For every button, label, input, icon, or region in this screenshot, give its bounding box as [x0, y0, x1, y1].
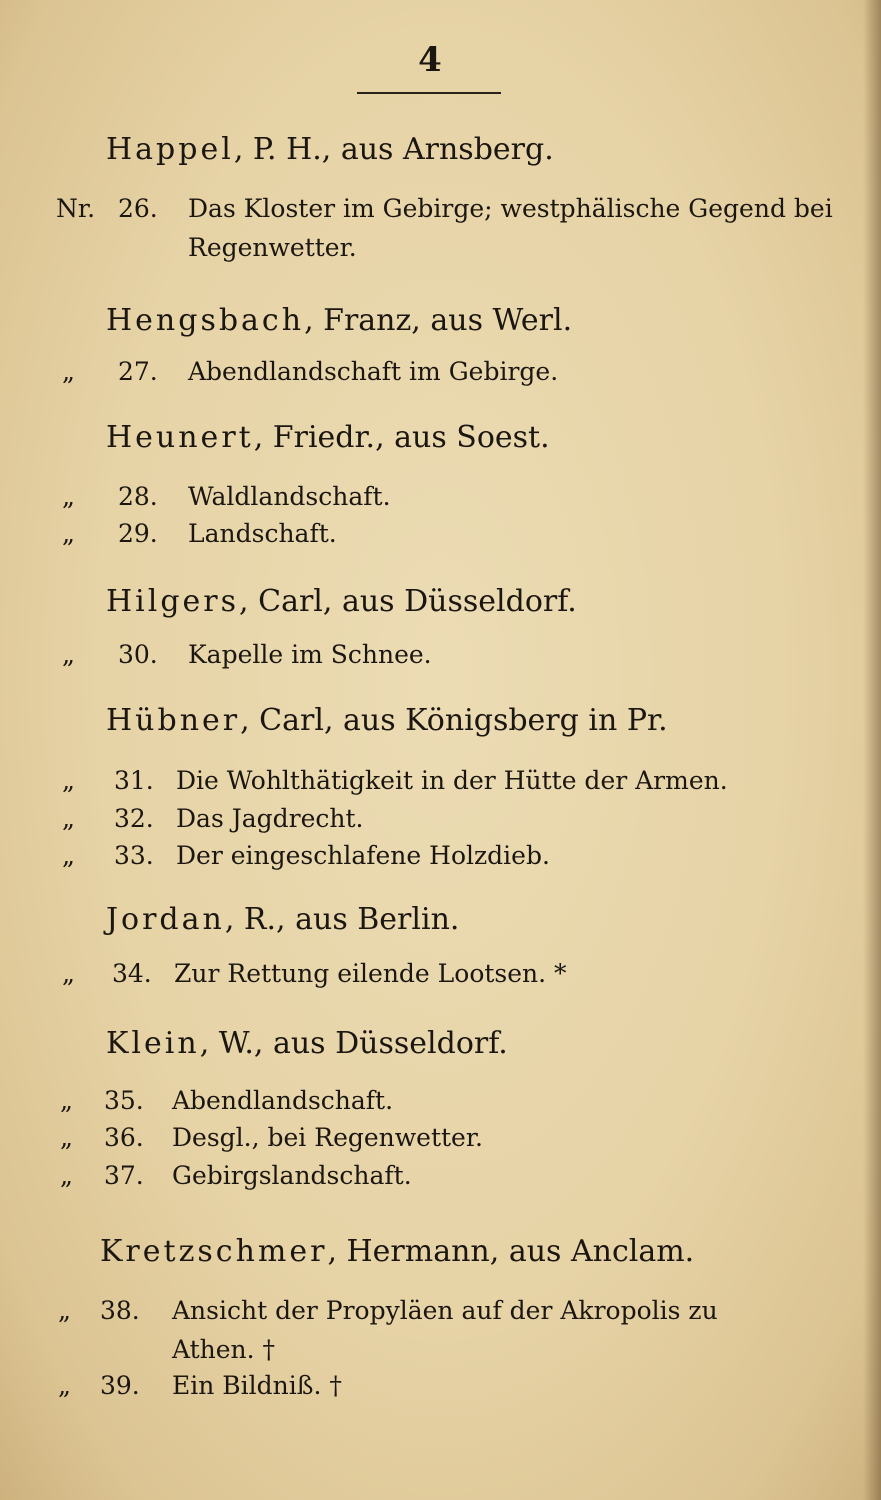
entry-title-continuation: Athen. † [172, 1335, 276, 1364]
artist-heading [106, 1026, 508, 1062]
entry-number: 30. [118, 640, 158, 669]
entry-ditto: „ [58, 1371, 71, 1400]
artist-heading [106, 584, 577, 620]
artist-surname: Hübner [106, 703, 241, 738]
entry-ditto: „ [62, 357, 75, 386]
entry-title: Zur Rettung eilende Lootsen. * [174, 959, 567, 988]
artist-heading [106, 420, 550, 456]
entry-number: 33. [114, 841, 154, 870]
entry-ditto: „ [60, 1161, 73, 1190]
entry-ditto: „ [62, 640, 75, 669]
artist-details: , R., aus Berlin. [224, 902, 460, 937]
artist-heading [106, 703, 668, 739]
entry-number: 39. [100, 1371, 140, 1400]
entry-number: 29. [118, 519, 158, 548]
entry-title: Abendlandschaft im Gebirge. [188, 357, 559, 386]
entry-title: Waldlandschaft. [188, 482, 391, 511]
artist-surname: Hilgers [106, 584, 240, 619]
artist-surname: Hengsbach [106, 303, 305, 338]
entry-ditto: „ [62, 482, 75, 511]
artist-heading [106, 132, 554, 168]
entry-title: Ein Bildniß. † [172, 1371, 342, 1400]
entry-ditto: „ [62, 766, 75, 795]
entry-number: 38. [100, 1296, 140, 1325]
artist-surname: Klein [106, 1026, 200, 1061]
entry-title: Gebirgslandschaft. [172, 1161, 412, 1190]
entry-title: Die Wohlthätigkeit in der Hütte der Armen. [176, 766, 728, 795]
entry-number: 35. [104, 1086, 144, 1115]
artist-details: , Hermann, aus Anclam. [327, 1234, 695, 1269]
entry-ditto: „ [62, 959, 75, 988]
entry-title: Das Jagdrecht. [176, 804, 364, 833]
entry-ditto: „ [60, 1123, 73, 1152]
artist-surname: Happel [106, 132, 234, 167]
page-edge-shadow [863, 0, 881, 1500]
entry-title: Der eingeschlafene Holzdieb. [176, 841, 550, 870]
header-rule [357, 92, 501, 94]
entry-title: Desgl., bei Regenwetter. [172, 1123, 483, 1152]
artist-details: , Friedr., aus Soest. [253, 420, 550, 455]
entry-number: 37. [104, 1161, 144, 1190]
entry-ditto: „ [60, 1086, 73, 1115]
entry-ditto: „ [62, 804, 75, 833]
entry-number: 36. [104, 1123, 144, 1152]
entry-title: Kapelle im Schnee. [188, 640, 432, 669]
entry-ditto: „ [62, 519, 75, 548]
entry-ditto: „ [58, 1296, 71, 1325]
entry-number: 31. [114, 766, 154, 795]
artist-details: , Franz, aus Werl. [304, 303, 573, 338]
entry-prefix: Nr. [56, 194, 96, 223]
artist-details: , P. H., aus Arnsberg. [233, 132, 554, 167]
entry-title: Ansicht der Propyläen auf der Akropolis zu [172, 1296, 718, 1325]
artist-details: , W., aus Düsseldorf. [199, 1026, 508, 1061]
entry-title: Abendlandschaft. [172, 1086, 394, 1115]
artist-details: , Carl, aus Königsberg in Pr. [240, 703, 668, 738]
artist-surname: Jordan [106, 902, 225, 937]
entry-number: 34. [112, 959, 152, 988]
entry-title: Landschaft. [188, 519, 337, 548]
artist-heading [100, 1234, 694, 1270]
entry-title-continuation: Regenwetter. [188, 233, 357, 262]
entry-title: Das Kloster im Gebirge; westphälische Gegend bei [188, 194, 833, 223]
page-number: 4 [418, 40, 442, 80]
artist-heading [106, 902, 459, 938]
artist-surname: Heunert [106, 420, 254, 455]
artist-details: , Carl, aus Düsseldorf. [239, 584, 577, 619]
entry-number: 26. [118, 194, 158, 223]
entry-number: 27. [118, 357, 158, 386]
artist-surname: Kretzschmer [100, 1234, 328, 1269]
entry-number: 32. [114, 804, 154, 833]
entry-number: 28. [118, 482, 158, 511]
artist-heading [106, 303, 572, 339]
entry-ditto: „ [62, 841, 75, 870]
